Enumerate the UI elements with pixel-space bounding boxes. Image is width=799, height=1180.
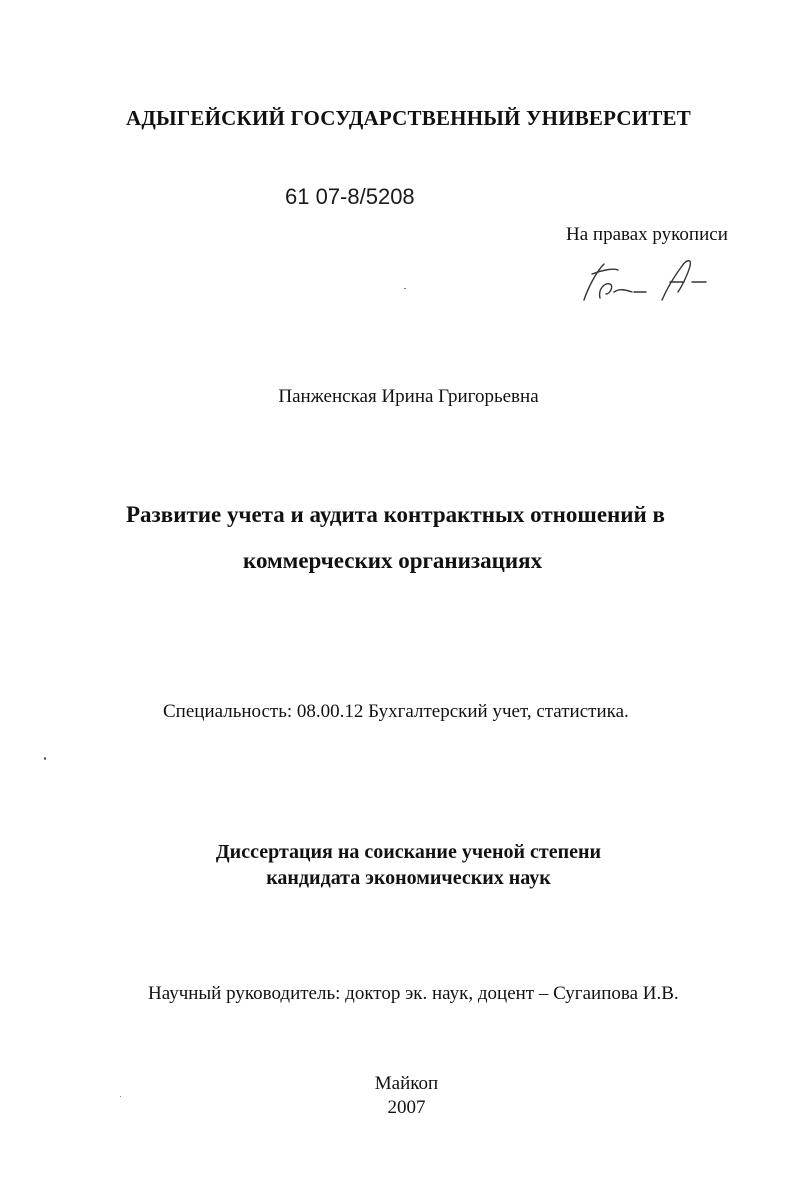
author-signature <box>574 252 714 308</box>
university-name: АДЫГЕЙСКИЙ ГОСУДАРСТВЕННЫЙ УНИВЕРСИТЕТ <box>126 106 691 130</box>
dissertation-title-line-1: Развитие учета и аудита контрактных отношений в <box>126 502 665 527</box>
scan-speck <box>404 288 406 289</box>
scientific-supervisor: Научный руководитель: доктор эк. наук, доцент – Сугаипова И.В. <box>148 983 679 1004</box>
degree-line-2: кандидата экономических наук <box>266 867 551 889</box>
scan-speck <box>44 757 46 760</box>
scan-speck <box>120 1096 121 1097</box>
year: 2007 <box>387 1097 426 1118</box>
manuscript-rights-note: На правах рукописи <box>566 224 728 245</box>
degree-line-1: Диссертация на соискание ученой степени <box>215 841 602 863</box>
dissertation-title-line-2: коммерческих организациях <box>243 548 543 573</box>
archive-code: 61 07-8/5208 <box>285 184 415 209</box>
city: Майкоп <box>374 1073 439 1094</box>
author-name: Панженская Ирина Григорьевна <box>278 386 539 407</box>
specialty-line: Специальность: 08.00.12 Бухгалтерский учет, статистика. <box>163 701 629 722</box>
